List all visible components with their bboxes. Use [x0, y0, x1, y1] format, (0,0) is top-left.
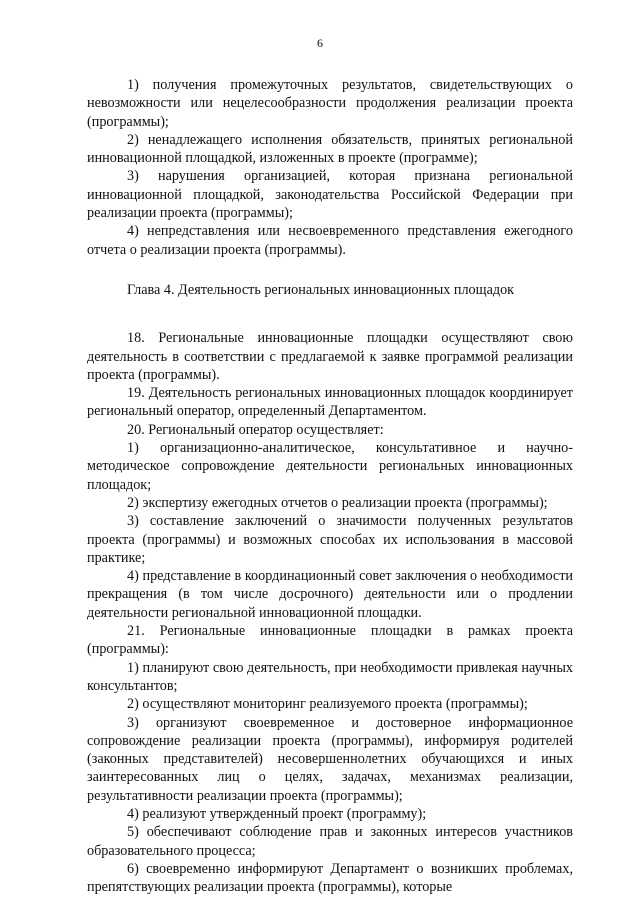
paragraph-21-item-2: 2) осуществляют мониторинг реализуемого проекта (программы); [127, 696, 528, 713]
chapter-heading: Глава 4. Деятельность региональных инновационных площадок [127, 281, 515, 298]
paragraph-top-2: 2) ненадлежащего исполнения обязательств, принятых региональной инновационной площадкой, изложенных в проекте (программе); [87, 131, 573, 167]
document-body [87, 76, 573, 896]
paragraph-20-item-2: 2) экспертизу ежегодных отчетов о реализации проекта (программы); [127, 494, 548, 511]
paragraph-21-item-5: 5) обеспечивают соблюдение прав и законных интересов участников образовательного процесса; [87, 824, 573, 859]
paragraph-top-3: 3) нарушения организацией, которая признана региональной инновационной площадкой, законодательства Российской Федерации при реализации проекта (программы); [87, 168, 573, 222]
paragraph-top-1: 1) получения промежуточных результатов, свидетельствующих о невозможности или нецелесообразности продолжения реализации проекта (программы); [87, 77, 573, 130]
paragraph-21: 21. Региональные инновационные площадки в рамках проекта (программы): [87, 623, 573, 658]
paragraph-21-item-6: 6) своевременно информируют Департамент о возникших проблемах, препятствующих реализации проекта (программы), которые [87, 860, 573, 896]
paragraph-21-item-3: 3) организуют своевременное и достоверное информационное сопровождение реализации проекта (программы), информируя родителей (законных представителей) несовершеннолетних обучающихся и иных заинтересованных лиц о целях, задачах, механизмах реализации, результативности реализации проекта (программы); [87, 714, 573, 804]
paragraph-19: 19. Деятельность региональных инновационных площадок координирует региональный оператор, определенный Департаментом. [87, 385, 573, 420]
paragraph-20: 20. Региональный оператор осуществляет: [127, 421, 384, 438]
paragraph-21-item-1: 1) планируют свою деятельность, при необходимости привлекая научных консультантов; [87, 659, 573, 694]
paragraph-18: 18. Региональные инновационные площадки осуществляют свою деятельность в соответствии с предлагаемой к заявке программой реализации проекта (программы). [87, 330, 573, 383]
paragraph-21-item-4: 4) реализуют утвержденный проект (программу); [127, 805, 427, 822]
page-number: 6 [317, 36, 323, 50]
paragraph-20-item-3: 3) составление заключений о значимости полученных результатов проекта (программы) и возможных способах их использования в массовой практике; [87, 513, 573, 566]
paragraph-20-item-4: 4) представление в координационный совет заключения о необходимости прекращения (в том числе досрочного) деятельности или о продлении деятельности региональной инновационной площадки. [87, 568, 573, 621]
paragraph-20-item-1: 1) организационно-аналитическое, консультативное и научно-методическое сопровождение деятельности региональных инновационных площадок; [87, 440, 573, 493]
paragraph-top-4: 4) непредставления или несвоевременного представления ежегодного отчета о реализации проекта (программы). [87, 223, 573, 258]
